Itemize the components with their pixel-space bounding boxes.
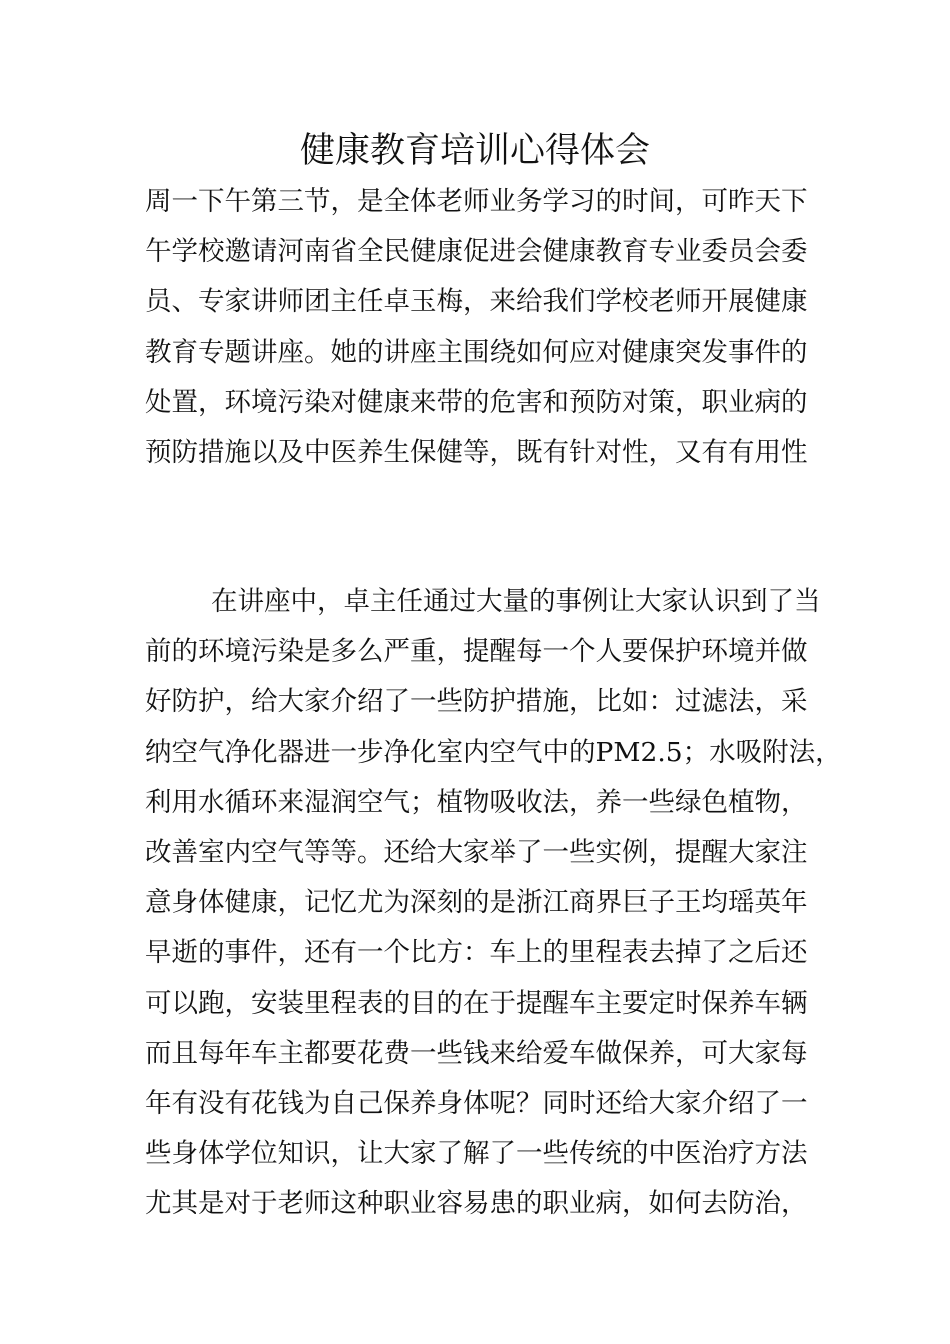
paragraph-line: 利用水循环来湿润空气；植物吸收法，养一些绿色植物， <box>145 786 808 818</box>
paragraph-line: 预防措施以及中医养生保健等，既有针对性，又有有用性 <box>145 436 808 468</box>
paragraph-line: 些身体学位知识，让大家了解了一些传统的中医治疗方法 <box>145 1138 808 1170</box>
paragraph-line: 午学校邀请河南省全民健康促进会健康教育专业委员会委 <box>145 236 808 268</box>
paragraph-line: 处置，环境污染对健康来带的危害和预防对策，职业病的 <box>145 386 808 418</box>
paragraph-intro <box>145 177 807 478</box>
paragraph-line: 尤其是对于老师这种职业容易患的职业病，如何去防治， <box>145 1188 808 1220</box>
paragraph-line: 员、专家讲师团主任卓玉梅，来给我们学校老师开展健康 <box>145 286 808 318</box>
paragraph-line: 教育专题讲座。她的讲座主围绕如何应对健康突发事件的 <box>145 336 808 368</box>
document-title: 健康教育培训心得体会 <box>299 131 650 171</box>
paragraph-line: 而且每年车主都要花费一些钱来给爱车做保养，可大家每 <box>145 1037 808 1069</box>
paragraph-line: 好防护，给大家介绍了一些防护措施，比如：过滤法，采 <box>145 686 808 718</box>
paragraph-line: 前的环境污染是多么严重，提醒每一个人要保护环境并做 <box>145 636 808 668</box>
paragraph-lecture <box>145 577 842 1229</box>
paragraph-line: 意身体健康，记忆尤为深刻的是浙江商界巨子王均瑶英年 <box>145 887 808 919</box>
paragraph-line: 改善室内空气等等。还给大家举了一些实例，提醒大家注 <box>145 836 808 868</box>
paragraph-line: 在讲座中，卓主任通过大量的事例让大家认识到了当 <box>211 586 821 617</box>
paragraph-line: 可以跑，安装里程表的目的在于提醒车主要定时保养车辆 <box>145 987 808 1019</box>
paragraph-line: 年有没有花钱为自己保养身体呢？同时还给大家介绍了一 <box>145 1087 808 1119</box>
paragraph-line: 早逝的事件，还有一个比方：车上的里程表去掉了之后还 <box>145 937 808 969</box>
paragraph-line: 纳空气净化器进一步净化室内空气中的PM2.5；水吸附法， <box>145 736 842 768</box>
paragraph-line: 周一下午第三节，是全体老师业务学习的时间，可昨天下 <box>145 186 808 217</box>
